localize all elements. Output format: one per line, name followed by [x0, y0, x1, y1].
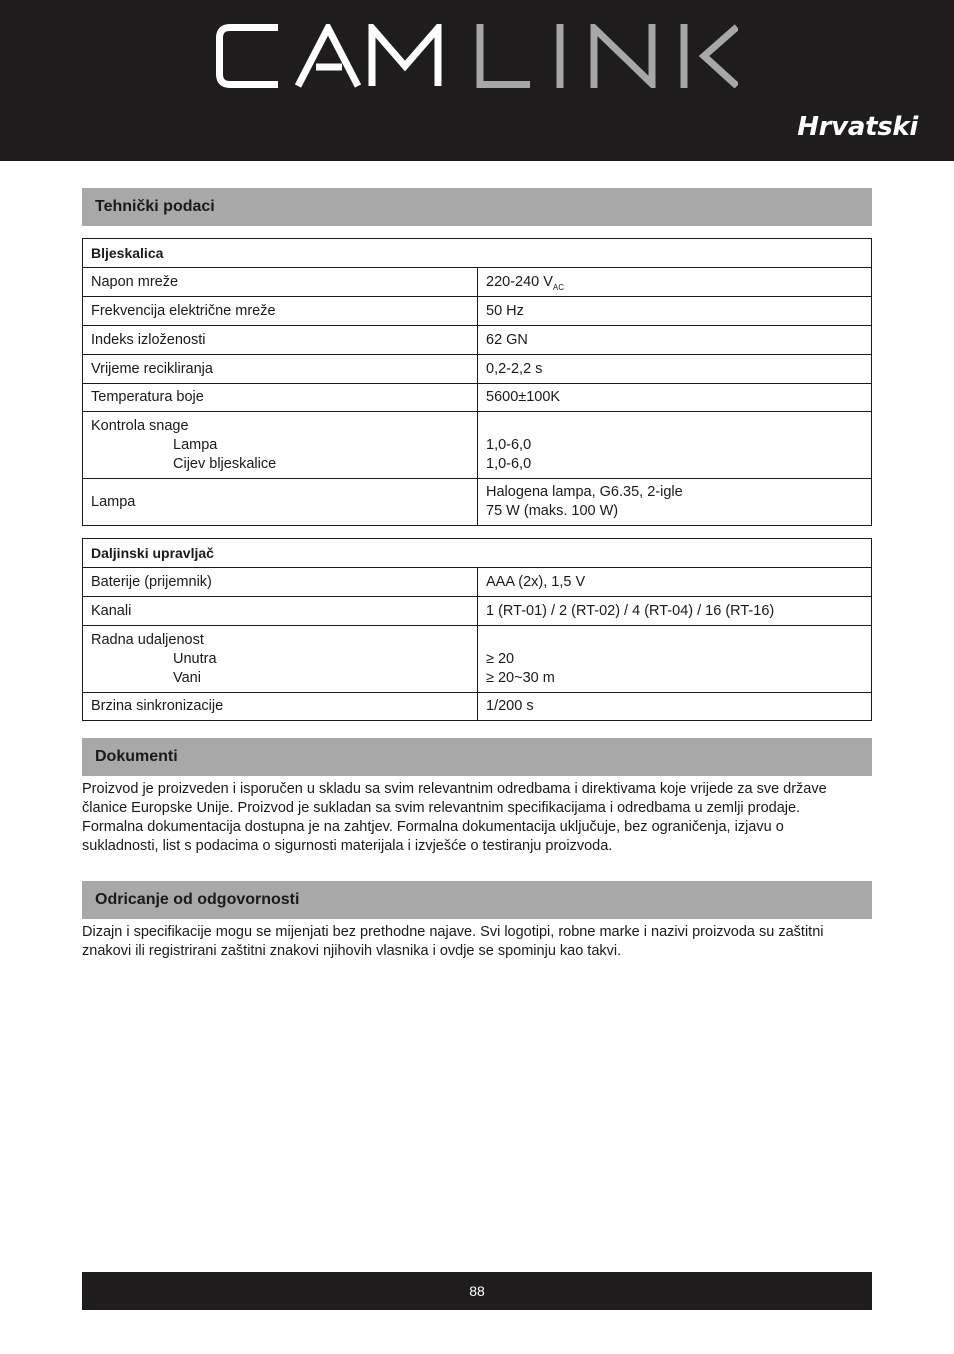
table-row [83, 626, 872, 693]
text-line: znakovi ili registrirani zaštitni znakovi njihovih vlasnika i ovdje se spominju kao takvi. [82, 943, 622, 959]
spec-label: Brzina sinkronizacije [83, 693, 478, 721]
spec-label: Baterije (prijemnik) [83, 568, 478, 597]
spec-label: Temperatura boje [83, 384, 478, 412]
spec-label: Indeks izloženosti [83, 326, 478, 355]
spec-label: Lampa [83, 479, 478, 526]
spec-value: 50 Hz [478, 297, 872, 326]
table-row [83, 355, 872, 384]
table-row [83, 412, 872, 479]
spec-value: 1 (RT-01) / 2 (RT-02) / 4 (RT-04) / 16 (RT-16) [478, 597, 872, 626]
disclaimer-heading: Odricanje od odgovornosti [82, 881, 872, 919]
table-row [83, 568, 872, 597]
spec-value: ≥ 20 ≥ 20~30 m [478, 626, 872, 693]
page-header [0, 0, 954, 161]
text-line: Proizvod je proizveden i isporučen u skladu sa svim relevantnim odredbama i direktivama koje vrijede za sve države [82, 781, 827, 797]
tech-specs-heading: Tehnički podaci [82, 188, 872, 226]
spec-value: 5600±100K [478, 384, 872, 412]
table-row [83, 326, 872, 355]
spec-value: 62 GN [478, 326, 872, 355]
page-footer [82, 1272, 872, 1310]
text-line: članice Europske Unije. Proizvod je sukladan sa svim relevantnim specifikacijama i odredbama u zemlji prodaje. [82, 800, 801, 816]
spec-value: 1/200 s [478, 693, 872, 721]
table-row [83, 597, 872, 626]
table-row [83, 297, 872, 326]
page-number: 88 [469, 1283, 485, 1299]
flash-table-heading: Bljeskalica [83, 239, 872, 268]
spec-value: 1,0-6,0 1,0-6,0 [478, 412, 872, 479]
remote-spec-table [82, 538, 872, 721]
table-row [83, 268, 872, 297]
text-line: Dizajn i specifikacije mogu se mijenjati bez prethodne najave. Svi logotipi, robne marke i nazivi proizvoda su zaštitni [82, 924, 824, 940]
remote-table-heading: Daljinski upravljač [83, 539, 872, 568]
table-row [83, 384, 872, 412]
documents-text [82, 780, 872, 856]
camlink-logo [216, 24, 738, 88]
spec-value: AAA (2x), 1,5 V [478, 568, 872, 597]
spec-value: 220-240 $V_{AC}$ [478, 268, 872, 297]
spec-value: 0,2-2,2 s [478, 355, 872, 384]
spec-label: Napon mreže [83, 268, 478, 297]
spec-label: Radna udaljenost Unutra Vani [83, 626, 478, 693]
disclaimer-text [82, 923, 872, 961]
spec-label: Frekvencija električne mreže [83, 297, 478, 326]
text-line: Formalna dokumentacija dostupna je na zahtjev. Formalna dokumentacija uključuje, bez ograničenja, izjavu o [82, 819, 784, 835]
table-row [83, 693, 872, 721]
spec-label: Kanali [83, 597, 478, 626]
language-label: Hrvatski [797, 112, 918, 142]
table-row [83, 479, 872, 526]
spec-label: Kontrola snage Lampa Cijev bljeskalice [83, 412, 478, 479]
spec-value: Halogena lampa, G6.35, 2-igle 75 W (maks. 100 W) [478, 479, 872, 526]
spec-label: Vrijeme recikliranja [83, 355, 478, 384]
documents-heading: Dokumenti [82, 738, 872, 776]
text-line: sukladnosti, list s podacima o sigurnosti materijala i izvješće o testiranju proizvoda. [82, 838, 613, 854]
flash-spec-table [82, 238, 872, 526]
